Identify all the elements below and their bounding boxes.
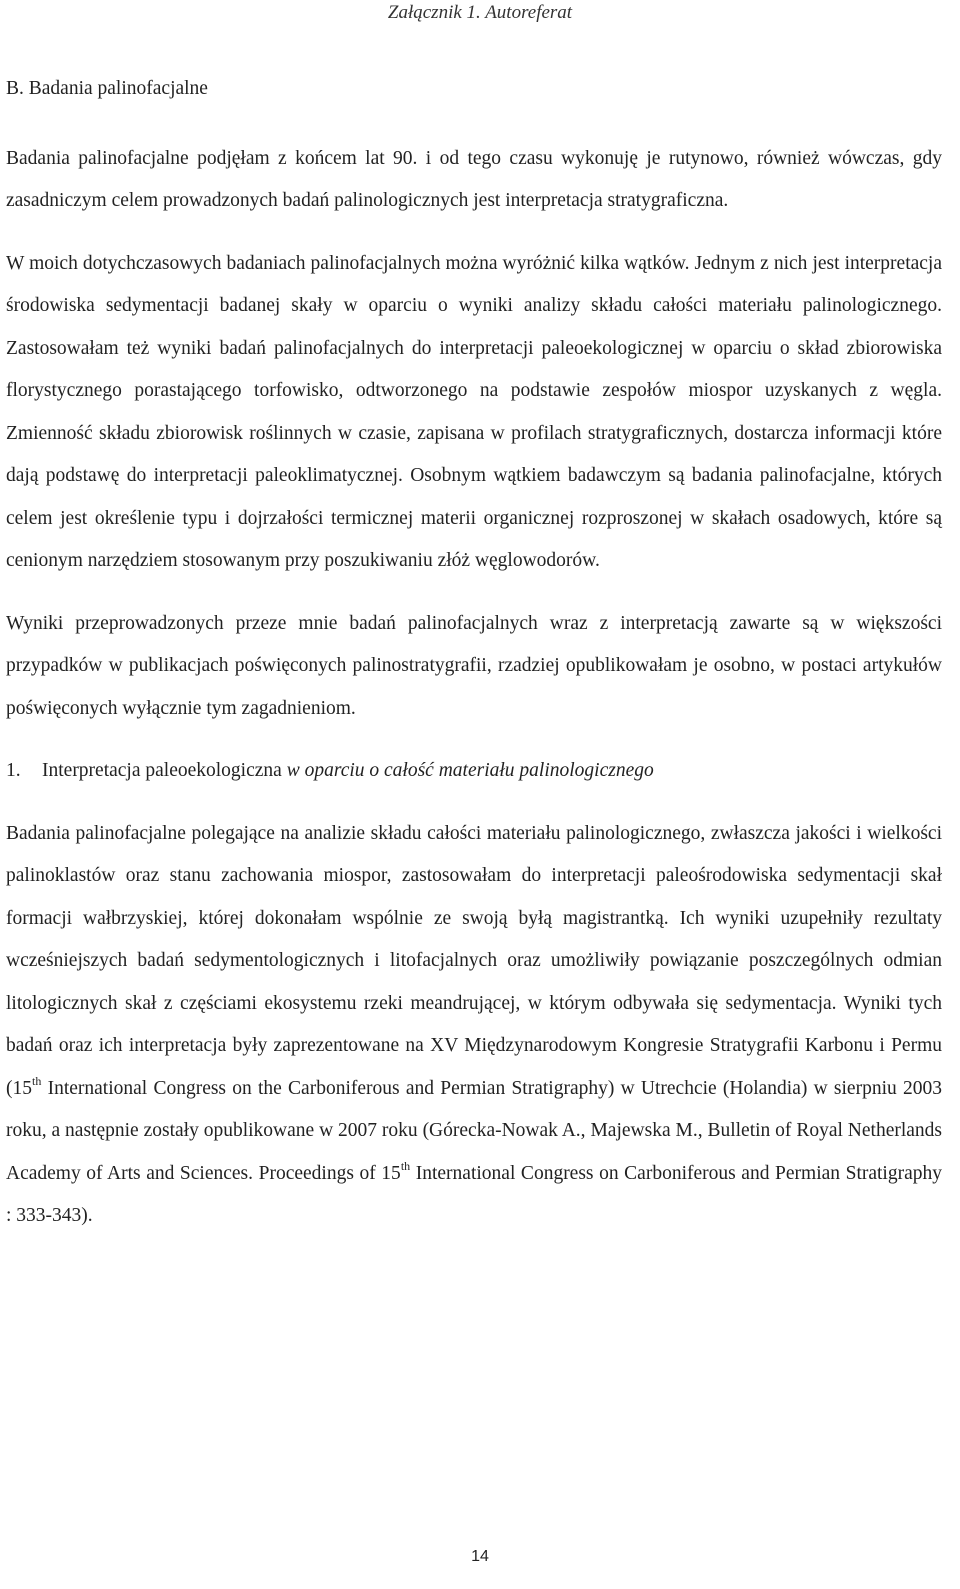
paragraph-text-part3: International Congress on Carboniferous and Permian Stratigraphy : 333-343). [6, 1162, 942, 1226]
subsection-heading [6, 750, 942, 793]
paragraph-threads: W moich dotychczasowych badaniach palinofacjalnych można wyróżnić kilka wątków. Jednym z nich jest interpretacja środowiska sedymentacji badanej skały w oparciu o wyniki analizy składu całości materiału palinologicznego. Zastosowałam też wyniki badań palinofacjalnych do interpretacji paleoekologicznej w oparciu o skład zbiorowiska florystycznego porastającego torfowisko, odtworzonego na podstawie zespołów miospor uzyskanych z węgla. Zmienność składu zbiorowisk roślinnych w czasie, zapisana w profilach stratygraficznych, dostarcza informacji które dają podstawę do interpretacji paleoklimatycznej. Osobnym wątkiem badawczym są badania palinofacjalne, których celem jest określenie typu i dojrzałości termicznej materii organicznej rozproszonej w skałach osadowych, które są cenionym narzędziem stosowanym przy poszukiwaniu złóż węglowodorów. [6, 252, 942, 571]
paragraph-paleoecology [6, 813, 942, 1238]
subsection-title-italic: w oparciu o całość materiału palinologicznego [286, 760, 654, 781]
subsection-title-regular: Interpretacja paleoekologiczna [42, 760, 282, 781]
paragraph-text-part2: International Congress on the Carboniferous and Permian Stratigraphy) w Utrechcie (Holandia) w sierpniu 2003 roku, a następnie zostały opublikowane w 2007 roku (Górecka-Nowak A., Majewska M., Bulletin of Royal Netherlands Academy of Arts and Sciences. Proceedings of 15 [6, 1077, 942, 1184]
running-header: Załącznik 1. Autoreferat [387, 2, 573, 23]
paragraph-text-part1: Badania palinofacjalne polegające na analizie składu całości materiału palinologicznego, zwłaszcza jakości i wielkości palinoklastów oraz stanu zachowania miospor, zastosowałam do interpretacji paleośrodowiska sedymentacji skał formacji wałbrzyskiej, której dokonałam wspólnie ze swoją byłą magistrantką. Ich wyniki uzupełniły rezultaty wcześniejszych badań sedymentologicznych i litofacjalnych oraz umożliwiły powiązanie poszczególnych odmian litologicznych skał z częściami ekosystemu rzeki meandrującej, w którym odbywała się sedymentacja. Wyniki tych badań oraz ich interpretacja były zaprezentowane na XV Międzynarodowym Kongresie Stratygrafii Karbonu i Permu (15 [6, 822, 942, 1099]
superscript-th-2: th [400, 1158, 411, 1173]
paragraph-intro: Badania palinofacjalne podjęłam z końcem lat 90. i od tego czasu wykonuję je rutynowo, również wówczas, gdy zasadniczym celem prowadzonych badań palinologicznych jest interpretacja stratygraficzna. [6, 147, 942, 211]
superscript-th-1: th [32, 1073, 42, 1088]
page-content [6, 68, 942, 1238]
page-number: 14 [471, 1548, 489, 1565]
section-heading: B. Badania palinofacjalne [6, 78, 208, 99]
subsection-number: 1. [6, 760, 21, 781]
paragraph-publications: Wyniki przeprowadzonych przeze mnie badań palinofacjalnych wraz z interpretacją zawarte są w większości przypadków w publikacjach poświęconych palinostratygrafii, rzadziej opublikowałam je osobno, w postaci artykułów poświęconych wyłącznie tym zagadnieniom. [6, 612, 942, 719]
